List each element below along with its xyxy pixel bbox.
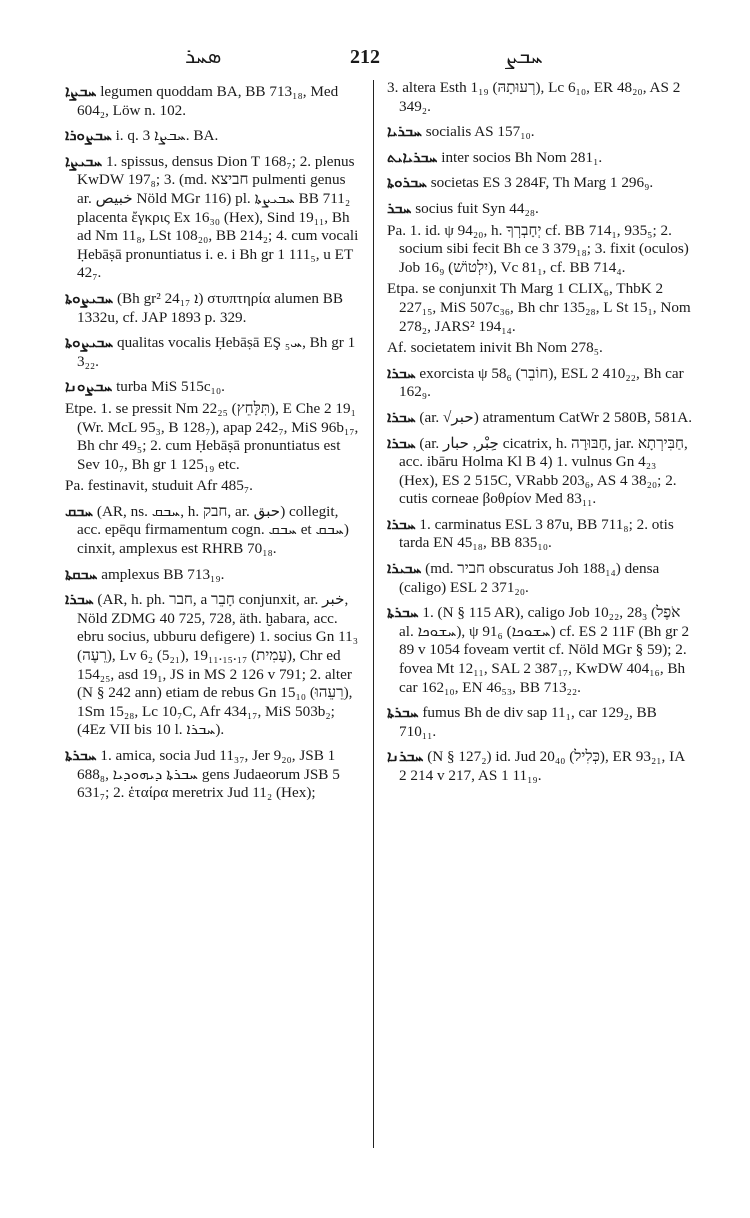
entry-headword: ܚܒܪ bbox=[387, 198, 412, 217]
entry-definition: qualitas vocalis Ḥebāṣā EŞ ܚ₅, Bh gr 1 3₂₂. bbox=[77, 334, 356, 370]
running-head-left: ܣܚܪ bbox=[185, 44, 222, 68]
entry-headword: ܚܒܝܨܘܬܐ bbox=[65, 288, 114, 307]
dictionary-entry bbox=[387, 79, 693, 116]
entry-definition: 1. spissus, densus Dion T 168₇; 2. plenus KwDW 197₈; 3. (md. חביצא pulmenti genus ar. خبيص Nöld MGr 116) pl. ܚܒܝܨܬܐ BB 711₂ placenta ἔγκρις Ex 16₃₀ (Hex), Sind 19₁₁, Bh ad Nm 11₈, LSt 108₂₀, BB 214₂; 4. cum vocali Ḥebāṣā pronuntiatus i. e. i Bh gr 1 111₅, u ET 42₇. bbox=[77, 152, 359, 282]
dictionary-entry bbox=[65, 377, 362, 397]
entry-headword: ܚܒܝܨܐ bbox=[65, 151, 103, 170]
dictionary-entry bbox=[65, 82, 362, 120]
entry-definition: fumus Bh de div sap 11₁, car 129₂, BB 710₁₁. bbox=[399, 704, 657, 740]
entry-definition: turba MiS 515c₁₀. bbox=[116, 378, 225, 396]
entry-definition: (AR, h. ph. חבר, a חָבֵר conjunxit, ar. خبر, Nöld ZDMG 40 725, 728, äth. ḫabara, acc. ebru socius, ubburu defigere) 1. socius Gn 11₃ (רֵעֶה), Lv 6₂ (5₂₁), 19₁₁.₁₅.₁₇ (עָמִית), Chr ed 154₂₅, asd 19₁, JS in MS 2 126 v 791; 2. alter (N § 242 ann) etiam de rebus Gn 15₁₀ (רֵעֵהוּ), 1Sm 15₂₈, Lc 10₇C, Afr 434₁₇, MiS 503b₂; (4Ez VII bis 10 l. ܚܒܪܐ). bbox=[77, 591, 358, 739]
entry-definition: socialis AS 157₁₀. bbox=[425, 123, 535, 141]
entry-headword: ܚܒܪܝܐܝܬ bbox=[387, 147, 438, 166]
entry-definition: 3. altera Esth 1₁₉ (רְעוּתָהּ), Lc 6₁₀, ER 48₂₀, AS 2 349₂. bbox=[387, 79, 681, 115]
dictionary-entry bbox=[65, 746, 362, 803]
dictionary-entry bbox=[65, 126, 362, 146]
entry-definition: societas ES 3 284F, Th Marg 1 296₉. bbox=[430, 174, 654, 192]
dictionary-entry bbox=[387, 280, 693, 336]
entry-headword: ܚܒܪܘܬܐ bbox=[387, 173, 427, 192]
dictionary-entry bbox=[65, 333, 362, 371]
entry-headword: ܚܒܩ bbox=[65, 501, 94, 520]
entry-definition: amplexus BB 713₁₉. bbox=[101, 565, 225, 583]
entry-definition: 1. amica, socia Jud 11₃₇, Jer 9₂₀, JSB 1 688₈, ܚܒܪܬܐ ܕܝܗܘܕܝܐ gens Judaeorum JSB 5 631₇; 2. ἑταίρα meretrix Jud 11₂ (Hex); bbox=[77, 747, 340, 802]
entry-definition: Pa. festinavit, studuit Afr 485₇. bbox=[65, 477, 253, 495]
entry-headword: ܚܒܪܬܐ bbox=[65, 746, 97, 764]
dictionary-entry bbox=[65, 590, 362, 740]
entry-headword: ܚܒܪܬܐ bbox=[387, 603, 419, 622]
entry-definition: Etpe. 1. se pressit Nm 22₂₅ (תִּלָּחֵץ), E Che 2 19₁ (Wr. McL 95₃, B 128₇), apap 242₇, MiS 96b₁₇, Bh chr 49₅; 2. cum Ḥebāṣā pronuntiatus est Sev 10₇, Bh gr 1 125₁₉ etc. bbox=[65, 399, 359, 473]
dictionary-entry bbox=[387, 703, 693, 741]
dictionary-entry bbox=[65, 289, 362, 327]
entry-definition: (AR, ns. ܚܒܩ, h. חבק, ar. حبق) collegit, acc. epēqu firmamentum cogn. ܚܒܩ et ܚܒܩ) cinxit, amplexus est RHRB 70₁₈. bbox=[77, 502, 349, 558]
left-column bbox=[65, 82, 362, 809]
running-head-right: ܚܒܨ bbox=[505, 44, 543, 68]
dictionary-entry bbox=[387, 559, 693, 597]
entry-definition: Etpa. se conjunxit Th Marg 1 CLIX₆, ThbK 2 227₁₅, MiS 507c₃₆, Bh chr 135₂₈, L St 15₁, Nom 278₂, JARS² 194₁₄. bbox=[387, 280, 691, 335]
dictionary-entry bbox=[387, 122, 693, 142]
dictionary-entry bbox=[387, 408, 693, 428]
page-number: 212 bbox=[350, 46, 380, 68]
entry-definition: (Bh gr² 24₁₇ ܐ) στυπτηρία alumen BB 1332u, cf. JAP 1893 p. 329. bbox=[77, 289, 343, 326]
column-divider bbox=[373, 80, 374, 1148]
entry-headword: ܚܒܪܐ bbox=[387, 433, 416, 452]
dictionary-entry bbox=[387, 222, 693, 278]
dictionary-entry bbox=[65, 477, 362, 496]
dictionary-entry bbox=[65, 502, 362, 559]
dictionary-entry bbox=[387, 515, 693, 553]
entry-definition: Af. societatem inivit Bh Nom 278₅. bbox=[387, 339, 603, 357]
entry-definition: 1. (N § 115 AR), caligo Job 10₂₂, 28₃ (אֹפֶל al. ܚܫܘܟܐ), ψ 91₆ (ܚܫܘܟܐ) cf. ES 2 11F (Bh gr 2 89 v 1054 foveam vertit cf. Nöld MGr § 59); 2. fovea Mt 12₁₁, SAL 2 387₁₇, KwDW 404₁₆, Bh car 162₁₀, EN 46₅₃, BB 713₂₂. bbox=[399, 604, 690, 696]
dictionary-entry bbox=[387, 148, 693, 168]
entry-headword: ܚܒܪܐ bbox=[387, 407, 416, 426]
entry-definition: legumen quoddam BA, BB 713₁₈, Med 604₂, Löw n. 102. bbox=[77, 83, 339, 119]
entry-headword: ܚܒܨܘܢܐ bbox=[65, 377, 113, 396]
entry-headword: ܚܒܪܢܐ bbox=[387, 747, 424, 766]
entry-definition: inter socios Bh Nom 281₁. bbox=[441, 148, 603, 166]
dictionary-entry bbox=[387, 339, 693, 358]
dictionary-entry bbox=[387, 603, 693, 697]
dictionary-entry bbox=[65, 565, 362, 585]
dictionary-entry bbox=[387, 434, 693, 509]
entry-headword: ܚܒܨܐ bbox=[65, 82, 97, 100]
entry-definition: i. q. ܚܒܨܐ 3. BA. bbox=[115, 127, 219, 145]
entry-headword: ܚܒܨܘܪܐ bbox=[65, 126, 112, 145]
dictionary-entry bbox=[387, 747, 693, 785]
entry-headword: ܚܒܝܨܘܬܐ bbox=[65, 333, 114, 352]
right-column bbox=[387, 79, 693, 792]
entry-definition: (md. חביר obscuratus Joh 188₁₄) densa (caligo) ESL 2 371₂₀. bbox=[399, 560, 660, 596]
dictionary-entry bbox=[387, 364, 693, 402]
entry-definition: exorcista ψ 58₆ (חוֹבֵר), ESL 2 410₂₂, Bh car 162₉. bbox=[399, 364, 684, 401]
entry-headword: ܚܒܪܬܐ bbox=[387, 703, 419, 722]
dictionary-entry bbox=[387, 199, 693, 219]
dictionary-entry bbox=[65, 152, 362, 283]
entry-definition: Pa. 1. id. ψ 94₂₀, h. יְחָבְרְךָ cf. BB 714₁, 935₅; 2. socium sibi fecit Bh ce 3 379₁₈; 3. fixit (oculos) Job 16₉ (יִלְטוֹשׁ), Vc 81₁, cf. BB 714₄. bbox=[387, 221, 689, 276]
entry-definition: (N § 127₂) id. Jud 20₄₀ (כְּלִיל), ER 93₂₁, IA 2 214 v 217, AS 1 11₁₉. bbox=[399, 748, 685, 784]
page-header bbox=[0, 44, 750, 74]
entry-definition: socius fuit Syn 44₂₈. bbox=[415, 199, 539, 217]
entry-headword: ܚܒܩܬܐ bbox=[65, 564, 98, 583]
entry-headword: ܚܒܪܐ bbox=[65, 590, 94, 609]
entry-definition: (ar. حِبْر, حبار cicatrix, h. חַבּוּרָה, jar. חַבִּירְתָא, acc. ibāru Holma Kl B 4) 1. vulnus Gn 4₂₃ (Hex), ES 2 515C, VRabb 203₆, AS 4 38₂₀; 2. cutis corneae βοθρίον Med 83₁₁. bbox=[399, 434, 688, 508]
entry-headword: ܚܒܪܐ bbox=[387, 514, 416, 533]
entry-definition: 1. carminatus ESL 3 87u, BB 711₈; 2. otis tarda EN 45₁₈, BB 835₁₀. bbox=[399, 515, 674, 552]
entry-headword: ܚܒܪܝܐ bbox=[387, 122, 422, 141]
entry-headword: ܚܒܝܪܐ bbox=[387, 559, 422, 578]
entry-headword: ܚܒܪܐ bbox=[387, 363, 416, 382]
entry-definition: (ar. √حبر) atramentum CatWr 2 580B, 581A. bbox=[419, 408, 693, 426]
dictionary-entry bbox=[387, 173, 693, 193]
dictionary-entry bbox=[65, 400, 362, 474]
